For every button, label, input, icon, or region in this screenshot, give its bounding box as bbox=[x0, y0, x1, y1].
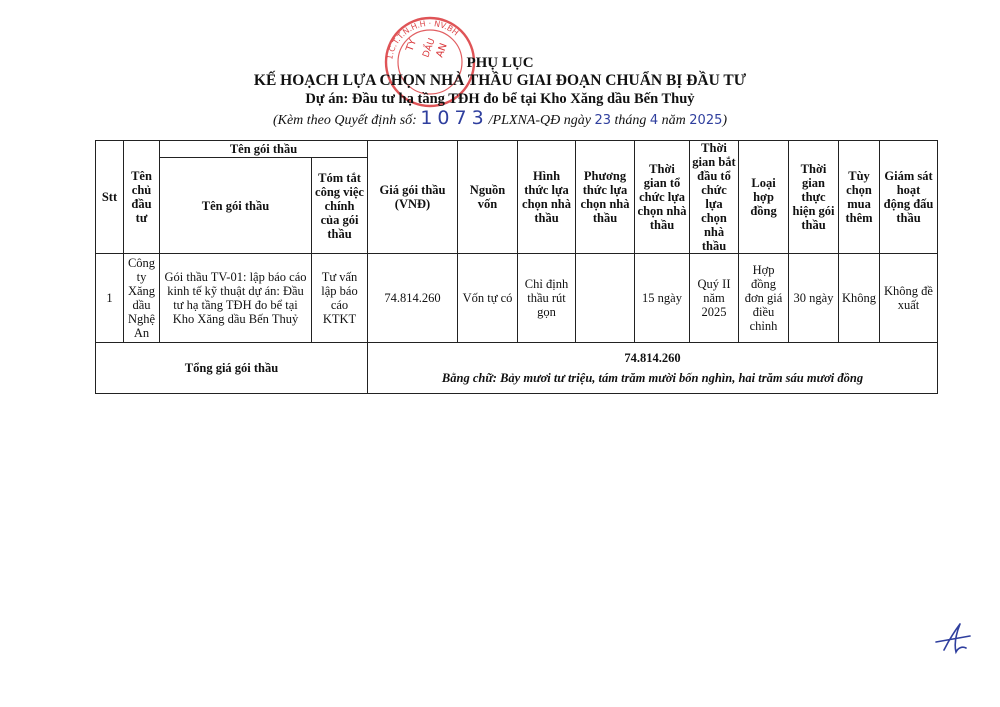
svg-text:DẦU: DẦU bbox=[421, 37, 438, 60]
table-row bbox=[96, 254, 938, 343]
close-paren: ) bbox=[722, 113, 728, 128]
total-amount: 74.814.260 bbox=[624, 351, 681, 365]
svg-text:AN: AN bbox=[434, 41, 450, 60]
header-method: Phương thức lựa chọn nhà thầu bbox=[576, 141, 635, 254]
handwritten-signature bbox=[930, 622, 978, 656]
cell-duration: 15 ngày bbox=[635, 254, 690, 343]
document-header bbox=[0, 54, 1000, 131]
header-contract: Loại hợp đồng bbox=[739, 141, 789, 254]
total-value-cell bbox=[368, 343, 938, 394]
decision-prefix: (Kèm theo Quyết định số: bbox=[272, 113, 417, 128]
header-package-name: Tên gói thầu bbox=[160, 158, 312, 254]
bidding-plan-table bbox=[95, 140, 938, 394]
cell-monitor: Không đề xuất bbox=[880, 254, 938, 343]
svg-text:1.C.T.T.N.H.H · NV.BH: 1.C.T.T.N.H.H · NV.BH bbox=[385, 18, 461, 61]
header-price: Giá gói thầu (VNĐ) bbox=[368, 141, 458, 254]
document-title: KẾ HOẠCH LỰA CHỌN NHÀ THẦU GIAI ĐOẠN CHUẨN BỊ ĐẦU TƯ bbox=[253, 72, 747, 89]
cell-owner: Công ty Xăng dầu Nghệ An bbox=[124, 254, 160, 343]
header-summary: Tóm tắt công việc chính của gói thầu bbox=[312, 158, 368, 254]
year-label: năm bbox=[661, 113, 686, 128]
header-duration: Thời gian tổ chức lựa chọn nhà thầu bbox=[635, 141, 690, 254]
header-stt: Stt bbox=[96, 141, 124, 254]
header-owner: Tên chủ đầu tư bbox=[124, 141, 160, 254]
decision-month: 4 bbox=[649, 113, 659, 128]
appendix-label: PHỤ LỤC bbox=[466, 55, 534, 71]
cell-price: 74.814.260 bbox=[368, 254, 458, 343]
cell-package-name: Gói thầu TV-01: lập báo cáo kinh tế kỹ thuật dự án: Đầu tư hạ tầng TĐH đo bể tại Kho Xăng dầu Bến Thuỷ bbox=[160, 254, 312, 343]
decision-reference bbox=[0, 108, 1000, 131]
cell-summary: Tư vấn lập báo cáo KTKT bbox=[312, 254, 368, 343]
total-row bbox=[96, 343, 938, 394]
total-label: Tổng giá gói thầu bbox=[96, 343, 368, 394]
cell-source: Vốn tự có bbox=[458, 254, 518, 343]
header-start: Thời gian bắt đầu tổ chức lựa chọn nhà thầu bbox=[690, 141, 739, 254]
header-form: Hình thức lựa chọn nhà thầu bbox=[518, 141, 576, 254]
header-exec-time: Thời gian thực hiện gói thầu bbox=[789, 141, 839, 254]
cell-method bbox=[576, 254, 635, 343]
cell-start: Quý II năm 2025 bbox=[690, 254, 739, 343]
cell-option: Không bbox=[839, 254, 880, 343]
svg-text:TY: TY bbox=[404, 37, 419, 54]
decision-year: 2025 bbox=[689, 113, 723, 128]
cell-exec-time: 30 ngày bbox=[789, 254, 839, 343]
total-in-words: Bằng chữ: Bảy mươi tư triệu, tám trăm mười bốn nghìn, hai trăm sáu mươi đồng bbox=[441, 371, 864, 385]
cell-stt: 1 bbox=[96, 254, 124, 343]
header-option: Tùy chọn mua thêm bbox=[839, 141, 880, 254]
month-label: tháng bbox=[614, 113, 647, 128]
cell-form: Chỉ định thầu rút gọn bbox=[518, 254, 576, 343]
header-source: Nguồn vốn bbox=[458, 141, 518, 254]
decision-day: 23 bbox=[594, 113, 611, 128]
header-monitor: Giám sát hoạt động đấu thầu bbox=[880, 141, 938, 254]
header-package-group: Tên gói thầu bbox=[160, 141, 368, 158]
project-name: Dự án: Đầu tư hạ tầng TĐH đo bể tại Kho Xăng dầu Bến Thuỷ bbox=[305, 91, 695, 107]
decision-suffix: /PLXNA-QĐ ngày bbox=[488, 113, 591, 128]
cell-contract: Hợp đồng đơn giá điều chỉnh bbox=[739, 254, 789, 343]
decision-number: 1073 bbox=[420, 107, 489, 129]
